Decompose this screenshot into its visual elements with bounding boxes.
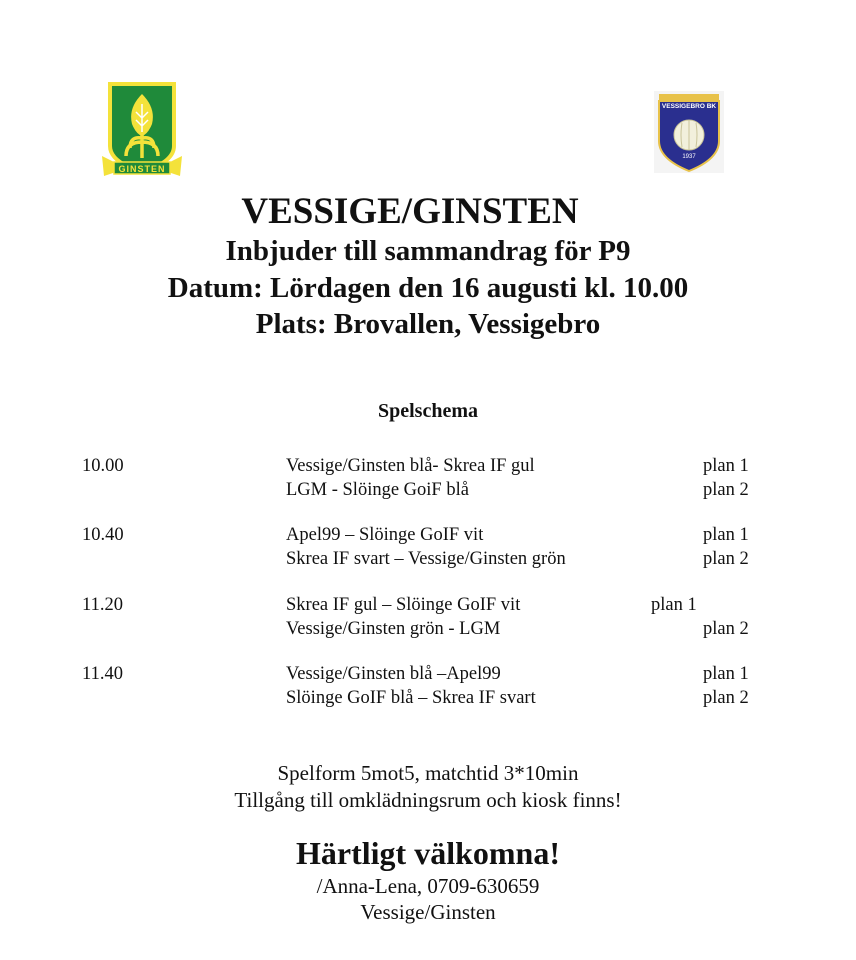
match-field: plan 1	[703, 525, 749, 545]
game-format-line: Spelform 5mot5, matchtid 3*10min	[277, 761, 579, 785]
match-teams: Vessige/Ginsten grön - LGM	[286, 619, 501, 639]
vessigebro-logo	[654, 91, 724, 173]
invitation-subtitle: Inbjuder till sammandrag för P9	[225, 235, 631, 267]
vessigebro-logo-year: 1937	[682, 154, 696, 160]
page-title: VESSIGE/GINSTEN	[241, 191, 579, 232]
match-teams: Vessige/Ginsten blå –Apel99	[286, 664, 501, 684]
facilities-line: Tillgång till omklädningsrum och kiosk finns!	[234, 788, 622, 812]
match-field: plan 2	[703, 619, 749, 639]
vessigebro-logo-label: VESSIGEBRO BK	[661, 103, 717, 110]
welcome-heading: Härtligt välkomna!	[296, 835, 560, 871]
match-teams: Skrea IF gul – Slöinge GoIF vit	[286, 595, 521, 615]
match-field: plan 1	[703, 456, 749, 476]
match-field: plan 1	[651, 595, 697, 615]
contact-line: /Anna-Lena, 0709-630659	[316, 874, 540, 898]
match-teams: Slöinge GoIF blå – Skrea IF svart	[286, 688, 536, 708]
schedule-heading: Spelschema	[378, 400, 478, 422]
match-teams: Skrea IF svart – Vessige/Ginsten grön	[286, 549, 566, 569]
match-field: plan 2	[703, 480, 749, 500]
ginsten-logo	[100, 76, 184, 184]
slot-time: 10.40	[82, 525, 124, 545]
organizer-line: Vessige/Ginsten	[360, 900, 496, 924]
match-field: plan 2	[703, 549, 749, 569]
ginsten-logo-label: GINSTEN	[118, 164, 166, 174]
match-teams: Vessige/Ginsten blå- Skrea IF gul	[286, 456, 535, 476]
match-teams: Apel99 – Slöinge GoIF vit	[286, 525, 484, 545]
date-line: Datum: Lördagen den 16 augusti kl. 10.00	[167, 272, 689, 304]
slot-time: 10.00	[82, 456, 124, 476]
match-field: plan 1	[703, 664, 749, 684]
slot-time: 11.20	[82, 595, 123, 615]
place-line: Plats: Brovallen, Vessigebro	[255, 308, 601, 340]
match-teams: LGM - Slöinge GoiF blå	[286, 480, 469, 500]
slot-time: 11.40	[82, 664, 123, 684]
match-field: plan 2	[703, 688, 749, 708]
